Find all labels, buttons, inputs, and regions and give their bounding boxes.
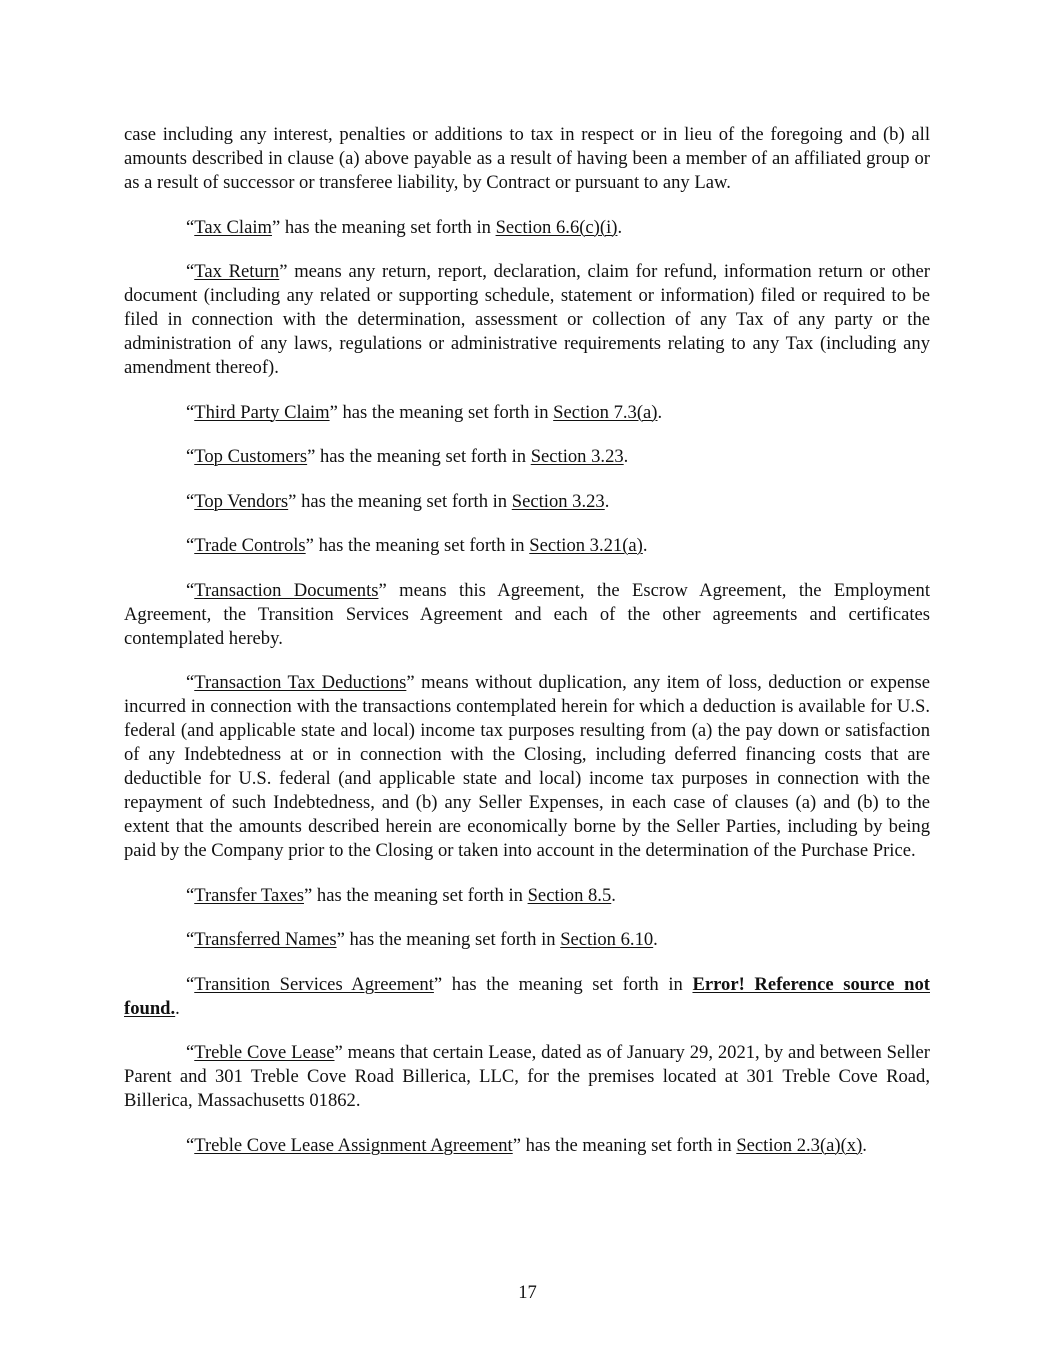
section-reference: Section 2.3(a)(x)	[736, 1134, 863, 1156]
definition-paragraph	[124, 1134, 930, 1158]
paragraph-text: “	[186, 1134, 195, 1156]
defined-term: Tax Claim	[194, 216, 272, 238]
definition-paragraph	[124, 884, 930, 908]
section-reference: Section 6.10	[560, 929, 654, 950]
paragraph-text: “	[186, 579, 195, 601]
defined-term: Top Customers	[194, 446, 308, 467]
paragraph-text: “	[186, 672, 195, 693]
section-reference: Section 7.3(a)	[553, 401, 658, 423]
paragraph-text: case including any interest, penalties or additions to tax in respect or in lieu of the foregoing and (b) all amounts described in clause (a) above payable as a result of having been a member of an affiliated group or as a result of successor or transferee liability, by Contract or pursuant to any Law.	[124, 124, 930, 193]
paragraph-text: ” has the meaning set forth in	[305, 535, 530, 556]
document-body	[124, 123, 930, 1178]
definition-paragraph	[124, 671, 930, 863]
definition-paragraph	[124, 216, 930, 240]
definition-paragraph	[124, 579, 930, 651]
defined-term: Trade Controls	[194, 535, 306, 556]
paragraph-text: “	[186, 1042, 195, 1063]
paragraph-text: ” has the meaning set forth in	[288, 490, 512, 512]
paragraph-text: “	[186, 973, 195, 995]
defined-term: Treble Cove Lease Assignment Agreement	[194, 1134, 513, 1156]
definition-paragraph	[124, 534, 930, 558]
paragraph-text: “	[186, 490, 195, 512]
paragraph-text: ” has the meaning set forth in	[329, 401, 554, 423]
reference-error-text: Error! Reference source not found.	[124, 973, 930, 1019]
paragraph-text: ” has the meaning set forth in	[304, 884, 528, 906]
paragraph-text: ” has the meaning set forth in	[307, 446, 531, 467]
paragraph-text: “	[186, 884, 195, 906]
definition-paragraph	[124, 260, 930, 380]
paragraph-text: .	[642, 535, 648, 556]
definition-paragraph	[124, 445, 930, 469]
paragraph-text: “	[186, 261, 195, 282]
definitions-list	[124, 123, 930, 1158]
defined-term: Transaction Tax Deductions	[194, 672, 407, 693]
defined-term: Third Party Claim	[194, 401, 330, 423]
paragraph-text: “	[186, 535, 195, 556]
paragraph-text: ” has the meaning set forth in	[271, 216, 496, 238]
defined-term: Transaction Documents	[194, 579, 379, 601]
defined-term: Top Vendors	[194, 490, 289, 512]
paragraph-text: .	[617, 216, 623, 238]
section-reference: Section 3.21(a)	[529, 535, 643, 556]
continuation-paragraph	[124, 123, 930, 195]
paragraph-text: “	[186, 929, 195, 950]
page-number: 17	[518, 1282, 537, 1303]
paragraph-text: “	[186, 216, 195, 238]
definition-paragraph	[124, 973, 930, 1021]
section-reference: Section 3.23	[511, 490, 605, 512]
paragraph-text: ” has the meaning set forth in	[512, 1134, 737, 1156]
section-reference: Section 6.6(c)(i)	[495, 216, 618, 238]
paragraph-text: .	[657, 401, 663, 423]
paragraph-text: ” means any return, report, declaration, claim for refund, information return or other document (including any related or supporting schedule, statement or information) filed or required to be filed in connection with the determination, assessment or collection of any Tax of any party or the administration of any laws, regulations or administrative requirements relating to any Tax (including any amendment thereof).	[124, 261, 930, 378]
paragraph-text: ” means that certain Lease, dated as of January 29, 2021, by and between Seller Parent and 301 Treble Cove Road Billerica, LLC, for the premises located at 301 Treble Cove Road, Billerica, Massachusetts 01862.	[124, 1042, 930, 1111]
paragraph-text: .	[611, 884, 616, 906]
paragraph-text: ” has the meaning set forth in	[336, 929, 561, 950]
defined-term: Transfer Taxes	[194, 884, 304, 906]
section-reference: Section 8.5	[527, 884, 612, 906]
paragraph-text: ” has the meaning set forth in	[433, 973, 693, 995]
definition-paragraph	[124, 401, 930, 425]
paragraph-text: ” means without duplication, any item of loss, deduction or expense incurred in connection with the transactions contemplated herein for which a deduction is available for U.S. federal (and applicable state and local) income tax purposes resulting from (a) the pay down or satisfaction of any Indebtedness at or in connection with the Closing, including deferred financing costs that are deductible for U.S. federal (and applicable state and local) income tax purposes in connection with the repayment of such Indebtedness, and (b) any Seller Expenses, in each case of clauses (a) and (b) to the extent that the amounts described herein are economically borne by the Seller Parties, including by being paid by the Company prior to the Closing or taken into account in the determination of the Purchase Price.	[124, 672, 930, 861]
paragraph-text: .	[623, 446, 629, 467]
definition-paragraph	[124, 490, 930, 514]
defined-term: Transferred Names	[194, 929, 337, 950]
paragraph-text: ” means this Agreement, the Escrow Agreement, the Employment Agreement, the Transition Services Agreement and each of the other agreements and certificates contemplated hereby.	[124, 579, 930, 649]
definition-paragraph	[124, 1041, 930, 1113]
definition-paragraph	[124, 928, 930, 952]
paragraph-text: .	[653, 929, 658, 950]
defined-term: Treble Cove Lease	[194, 1042, 335, 1063]
paragraph-text: .	[604, 490, 610, 512]
defined-term: Tax Return	[194, 261, 280, 282]
paragraph-text: “	[186, 446, 195, 467]
defined-term: Transition Services Agreement	[194, 973, 434, 995]
paragraph-text: “	[186, 401, 195, 423]
paragraph-text: .	[175, 997, 180, 1019]
section-reference: Section 3.23	[530, 446, 624, 467]
paragraph-text: .	[862, 1134, 867, 1156]
